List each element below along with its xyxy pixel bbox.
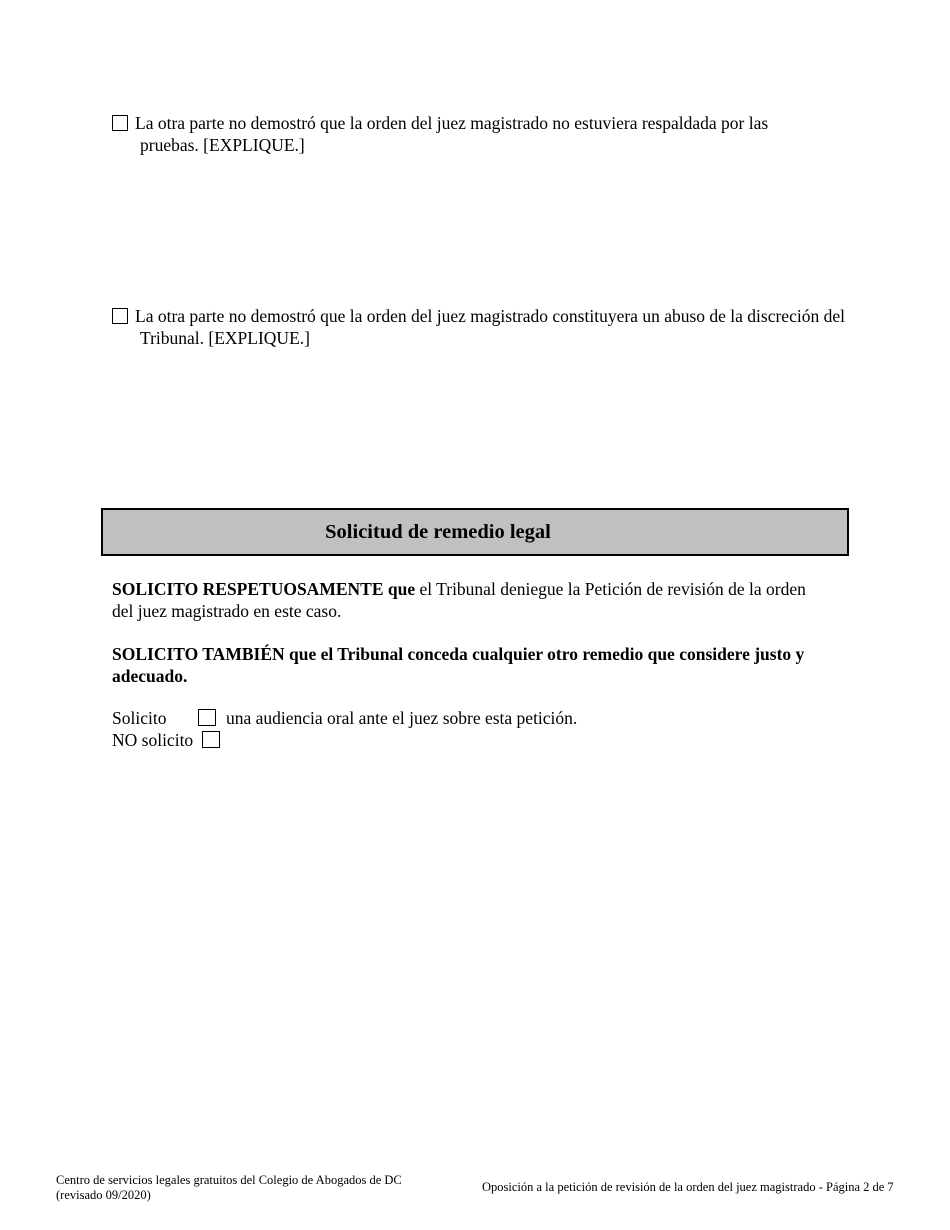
checkbox-abuse-of-discretion[interactable] — [112, 308, 128, 324]
section-title: Solicitud de remedio legal — [325, 521, 551, 543]
request-1-line-1 — [112, 578, 806, 600]
hearing-description: una audiencia oral ante el juez sobre esta petición. — [226, 708, 578, 728]
request-1-line-2: del juez magistrado en este caso. — [112, 601, 342, 621]
checkbox-no-solicito-hearing[interactable] — [202, 731, 220, 748]
footer-org-line-2: (revisado 09/2020) — [56, 1188, 151, 1202]
checkbox-not-supported-by-evidence[interactable] — [112, 115, 128, 131]
request-2-line-1: SOLICITO TAMBIÉN que el Tribunal conceda cualquier otro remedio que considere justo y — [112, 644, 805, 664]
request-2-line-2: adecuado. — [112, 666, 188, 686]
item-2-line-2: Tribunal. [EXPLIQUE.] — [140, 328, 310, 348]
checkbox-solicito-hearing[interactable] — [198, 709, 216, 726]
solicito-label: Solicito — [112, 708, 167, 728]
request-1-bold-lead: SOLICITO RESPETUOSAMENTE que — [112, 579, 416, 599]
footer-org-line-1: Centro de servicios legales gratuitos del Colegio de Abogados de DC — [56, 1173, 402, 1187]
footer-page-info: Oposición a la petición de revisión de la orden del juez magistrado - Página 2 de 7 — [482, 1180, 894, 1194]
section-header-box — [101, 508, 849, 556]
item-1-line-2: pruebas. [EXPLIQUE.] — [140, 135, 305, 155]
no-solicito-label: NO solicito — [112, 730, 194, 750]
item-1-line-1: La otra parte no demostró que la orden del juez magistrado no estuviera respaldada por las — [135, 113, 769, 133]
request-1-rest: el Tribunal deniegue la Petición de revisión de la orden — [415, 579, 806, 599]
item-2-line-1: La otra parte no demostró que la orden del juez magistrado constituyera un abuso de la discreción del — [135, 306, 845, 326]
